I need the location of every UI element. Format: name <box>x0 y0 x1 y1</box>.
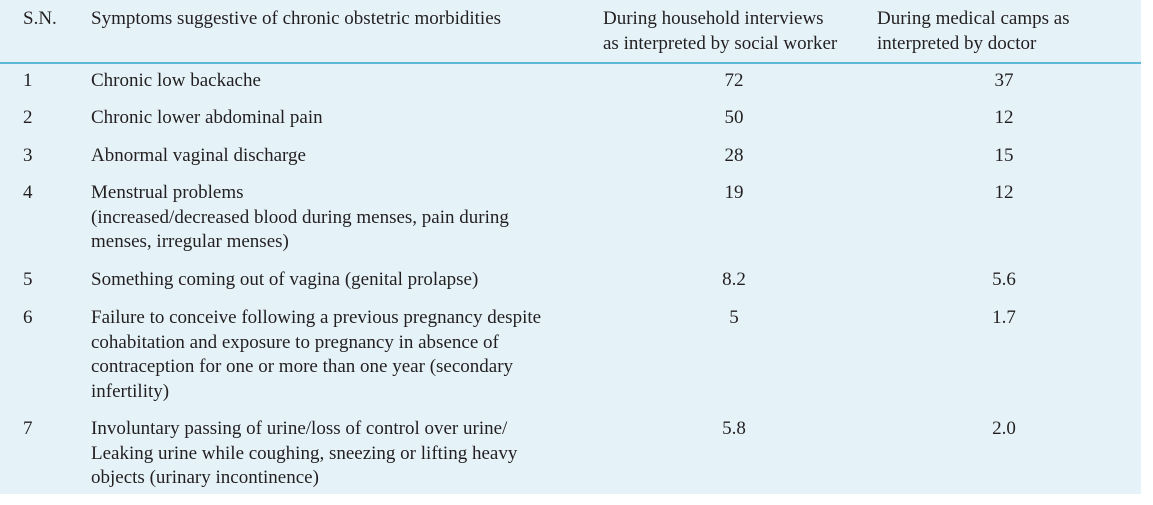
row-symptom: Failure to conceive following a previous pregnancy despite cohabitation and exposure to pregnancy in absence of contraception for one or more than one year (secondary infertility) <box>91 307 542 402</box>
row-sn: 6 <box>23 307 33 328</box>
row-camps-value: 15 <box>994 145 1014 166</box>
row-household-value: 28 <box>724 145 744 166</box>
row-household-value: 72 <box>724 70 744 91</box>
row-symptom: Abnormal vaginal discharge <box>91 145 306 166</box>
row-symptom: Menstrual problems (increased/decreased blood during menses, pain during menses, irregular menses) <box>91 182 509 252</box>
row-sn: 5 <box>23 269 33 290</box>
row-household-value: 5 <box>729 307 739 328</box>
row-symptom: Something coming out of vagina (genital prolapse) <box>91 269 479 290</box>
row-camps-value: 2.0 <box>992 418 1016 439</box>
row-household-value: 8.2 <box>722 269 746 290</box>
row-sn: 7 <box>23 418 33 439</box>
row-symptom: Involuntary passing of urine/loss of control over urine/ Leaking urine while coughing, sneezing or lifting heavy objects (urinary incontinence) <box>91 418 518 488</box>
row-household-value: 19 <box>724 182 744 203</box>
row-sn: 3 <box>23 145 33 166</box>
header-household-interviews: During household interviews as interpreted by social worker <box>603 8 838 54</box>
header-sn: S.N. <box>23 8 57 29</box>
row-household-value: 5.8 <box>722 418 746 439</box>
row-camps-value: 12 <box>994 107 1014 128</box>
row-camps-value: 37 <box>994 70 1014 91</box>
row-symptom: Chronic lower abdominal pain <box>91 107 323 128</box>
row-camps-value: 5.6 <box>992 269 1016 290</box>
header-medical-camps: During medical camps as interpreted by doctor <box>877 8 1070 54</box>
row-symptom: Chronic low backache <box>91 70 261 91</box>
row-camps-value: 1.7 <box>992 307 1016 328</box>
header-rule <box>0 62 1141 64</box>
row-sn: 2 <box>23 107 33 128</box>
header-symptoms: Symptoms suggestive of chronic obstetric morbidities <box>91 8 502 29</box>
row-camps-value: 12 <box>994 182 1014 203</box>
row-sn: 1 <box>23 70 33 91</box>
row-household-value: 50 <box>724 107 744 128</box>
row-sn: 4 <box>23 182 33 203</box>
